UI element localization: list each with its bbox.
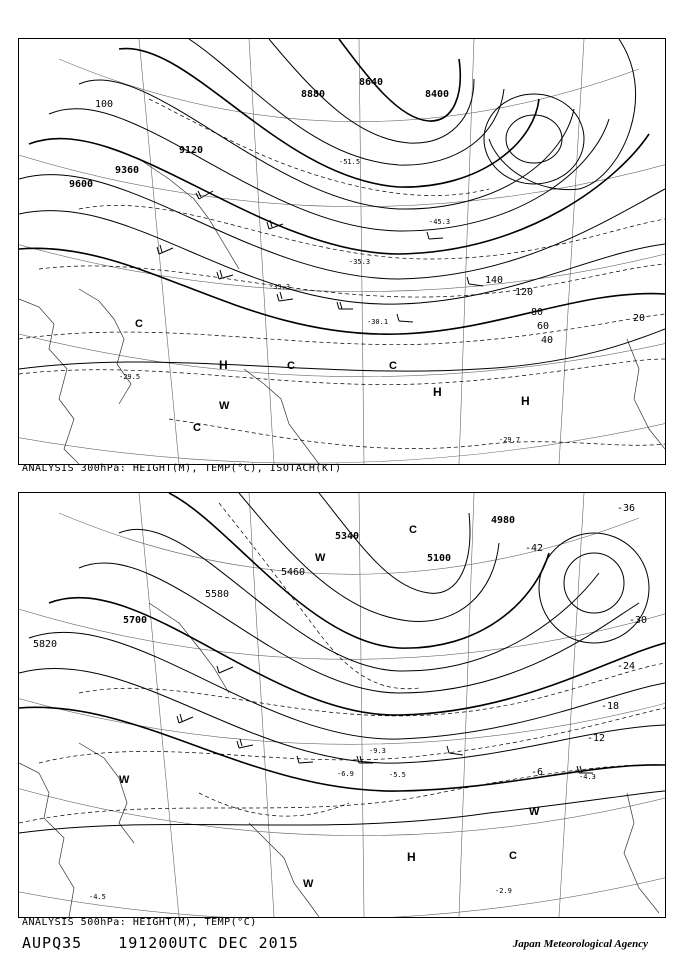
height-label: 8640 [359,77,384,88]
high-center-symbol: H [407,850,416,864]
height-label: 5460 [281,567,306,578]
warm-center-symbol: W [303,878,314,890]
wind-barbs [157,191,483,322]
temp-label: -33.3 [269,283,291,291]
obs-temp-label: -5.5 [389,771,406,779]
map-500hpa-canvas [19,493,665,917]
height-label: 8880 [301,89,326,100]
isotach-label: 60 [537,321,550,332]
map-500hpa [18,492,666,918]
obs-temp-label: -4.5 [89,893,106,901]
height-label: 9600 [69,179,94,190]
cold-center-symbol: C [389,360,397,372]
cold-center-symbol: C [193,422,201,434]
cold-center-symbol: C [135,318,143,330]
height-label: 9120 [179,145,204,156]
obs-temp-label: -9.3 [369,747,386,755]
cold-center-symbol: C [287,360,295,372]
map-300hpa [18,38,666,465]
height-contours [19,39,665,371]
obs-temp-label: -4.3 [579,773,596,781]
height-label: 9360 [115,165,140,176]
chart-code: AUPQ35 [22,934,83,952]
obs-temp-label: -2.9 [495,887,512,895]
temp-label: -29.7 [499,436,521,444]
valid-time: 191200UTC DEC 2015 [118,934,299,952]
height-label: 5580 [205,589,230,600]
temp-label: -51.5 [339,158,361,166]
isotherm-label: -18 [601,701,620,712]
isotherm-label: -6 [531,767,544,778]
height-label: 8400 [425,89,450,100]
warm-center-symbol: W [529,806,540,818]
warm-center-symbol: W [219,400,230,412]
isotach-label: 80 [531,307,544,318]
isotach-label: 140 [485,275,504,286]
low-center-contours [484,94,584,184]
temp-label: -35.3 [349,258,371,266]
isotach-label: 20 [633,313,646,324]
height-label: 5700 [123,615,148,626]
warm-center-symbol: W [315,552,326,564]
isotherm-label: -36 [617,503,636,514]
temp-label: -29.5 [119,373,141,381]
obs-temp-label: -6.9 [337,770,354,778]
longitude-lines [139,493,584,917]
cold-center-symbol: C [409,524,417,536]
isotherms [19,99,665,449]
temp-label: -45.3 [429,218,451,226]
map-300hpa-canvas [19,39,665,464]
isotherm-label: -24 [617,661,636,672]
isotherm-label: -30 [629,615,648,626]
low-center-contours [539,533,649,643]
temp-label: -30.1 [367,318,389,326]
warm-center-symbol: W [119,774,130,786]
high-center-symbol: H [433,385,442,399]
isotach-label: 100 [95,99,114,110]
high-center-symbol: H [521,394,530,408]
agency-name: Japan Meteorological Agency [512,938,648,950]
map-300hpa-caption: ANALYSIS 300hPa: HEIGHT(M), TEMP(°C), ISOTACH(KT) [22,463,342,474]
height-label: 4980 [491,515,516,526]
height-label: 5340 [335,531,360,542]
cold-center-symbol: C [509,850,517,862]
chart-identifier [22,934,325,952]
isotach-label: 120 [515,287,534,298]
height-contours [19,493,665,833]
height-label: 5100 [427,553,452,564]
height-label: 5820 [33,639,58,650]
isotherm-label: -12 [587,733,606,744]
map-500hpa-caption: ANALYSIS 500hPa: HEIGHT(M), TEMP(°C) [22,917,257,928]
isotherm-label: -42 [525,543,544,554]
latitude-lines [19,513,665,917]
high-center-symbol: H [219,358,228,372]
isotach-label: 40 [541,335,554,346]
